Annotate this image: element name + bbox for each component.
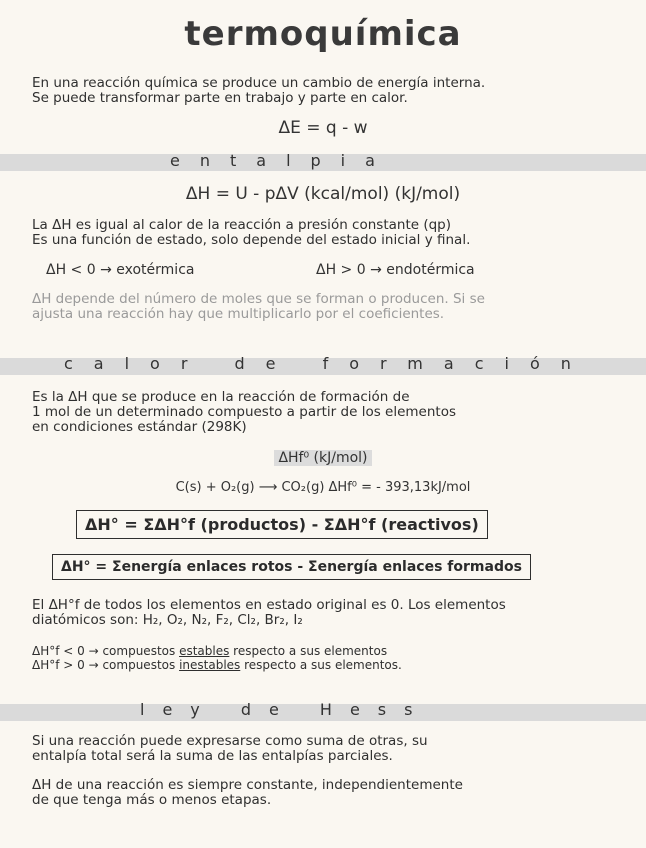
stability-notes	[32, 644, 622, 672]
unstable-suffix: respecto a sus elementos.	[240, 658, 402, 672]
stable-prefix: ΔH°f < 0 → compuestos	[32, 644, 180, 658]
enthalpy-equation: ΔH = U - pΔV (kcal/mol) (kJ/mol)	[185, 184, 461, 204]
enthalpy-line-1: La ΔH es igual al calor de la reacción a presión constante (qp)	[32, 217, 452, 233]
endothermic-label: ΔH > 0 → endotérmica	[316, 262, 475, 278]
hess-line-4: de que tenga más o menos etapas.	[32, 792, 272, 808]
formation-paragraph	[32, 390, 622, 435]
bond-energy-formula-box: ΔH° = Σenergía enlaces rotos - Σenergía enlaces formados	[52, 554, 531, 580]
formation-unit-text: ΔHf⁰ (kJ/mol)	[274, 450, 371, 466]
elements-line-2: diatómicos son: H₂, O₂, N₂, F₂, Cl₂, Br₂, I₂	[32, 612, 303, 628]
intro-line-2: Se puede transformar parte en trabajo y parte en calor.	[32, 90, 408, 106]
intro-line-1: En una reacción química se produce un cambio de energía interna.	[32, 75, 486, 91]
section-heading-formacion: calor de formación	[64, 354, 592, 373]
hess-paragraph-1	[32, 734, 622, 764]
formation-line-1: Es la ΔH que se produce en la reacción de formación de	[32, 389, 410, 405]
hess-line-2: entalpía total será la suma de las entalpías parciales.	[32, 748, 393, 764]
hess-formation-formula-box: ΔH° = ΣΔH°f (productos) - ΣΔH°f (reactivos)	[76, 510, 488, 539]
hess-paragraph-2	[32, 778, 622, 808]
enthalpy-note-line-2: ajusta una reacción hay que multiplicarlo por el coeficientes.	[32, 306, 445, 322]
section-heading-entalpia: entalpia	[170, 151, 395, 170]
formation-example: C(s) + O₂(g) ⟶ CO₂(g) ΔHf⁰ = - 393,13kJ/mol	[175, 480, 471, 495]
enthalpy-note-line-1: ΔH depende del número de moles que se forman o producen. Si se	[32, 291, 485, 307]
page-title: termoquímica	[184, 14, 462, 54]
elements-line-1: El ΔH°f de todos los elementos en estado original es 0. Los elementos	[32, 597, 506, 613]
enthalpy-line-2: Es una función de estado, solo depende del estado inicial y final.	[32, 232, 471, 248]
elements-paragraph	[32, 598, 622, 628]
stable-word: estables	[179, 644, 230, 658]
formation-unit	[0, 450, 646, 466]
unstable-line	[32, 658, 622, 672]
unstable-prefix: ΔH°f > 0 → compuestos	[32, 658, 180, 672]
intro-paragraph	[32, 76, 622, 106]
hess-line-3: ΔH de una reacción es siempre constante, independientemente	[32, 777, 463, 793]
hess-line-1: Si una reacción puede expresarse como suma de otras, su	[32, 733, 428, 749]
energy-equation: ΔE = q - w	[278, 118, 368, 138]
stable-line	[32, 644, 622, 658]
stable-suffix: respecto a sus elementos	[229, 644, 388, 658]
exothermic-label: ΔH < 0 → exotérmica	[46, 262, 195, 278]
enthalpy-paragraph	[32, 218, 622, 248]
enthalpy-note	[32, 292, 622, 322]
formation-line-2: 1 mol de un determinado compuesto a partir de los elementos	[32, 404, 456, 420]
unstable-word: inestables	[179, 658, 241, 672]
formation-line-3: en condiciones estándar (298K)	[32, 419, 247, 435]
section-heading-hess: ley de Hess	[140, 700, 431, 719]
